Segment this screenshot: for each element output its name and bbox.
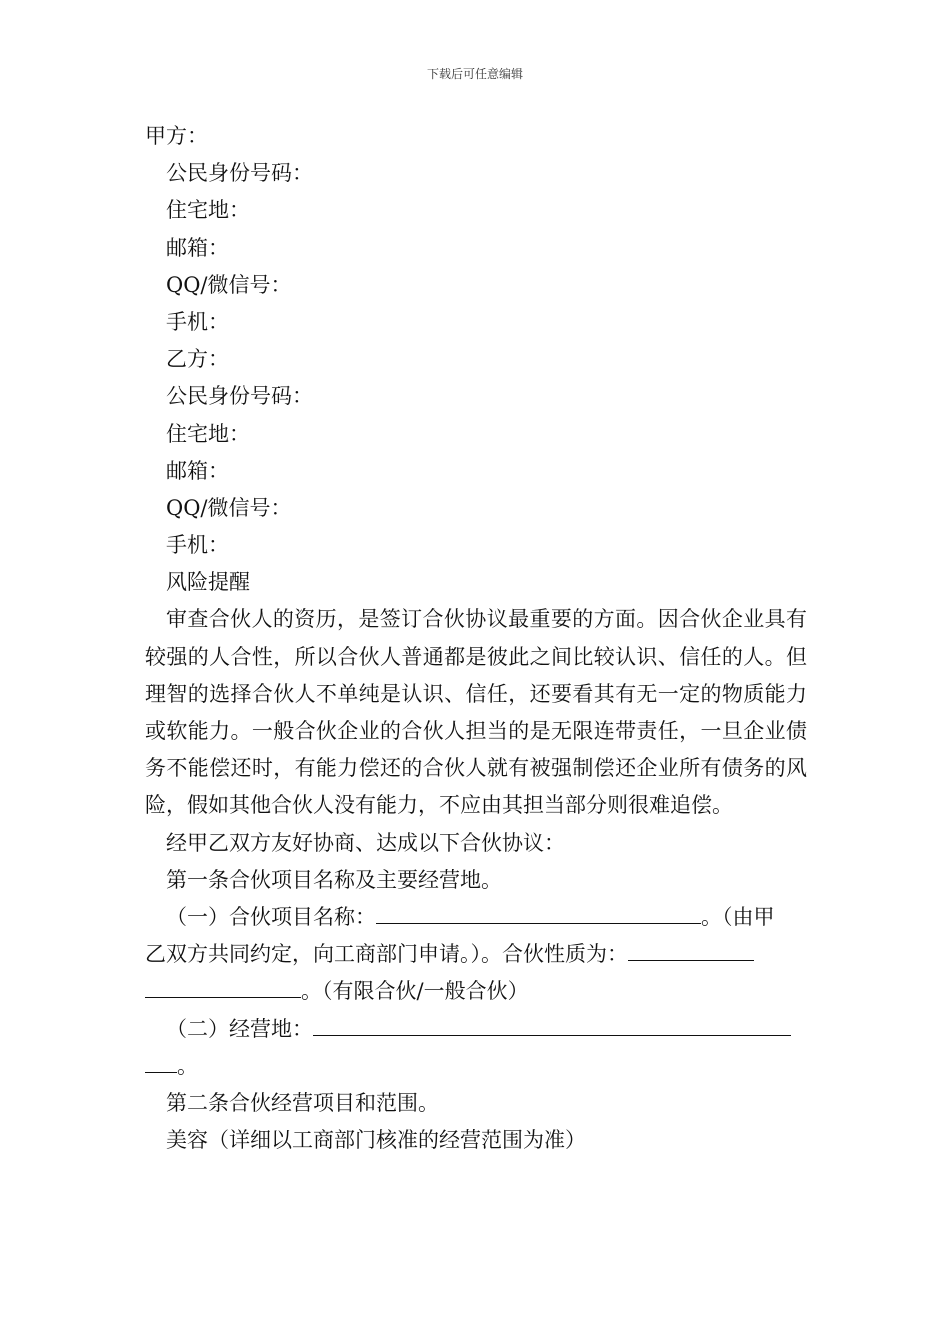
article2-title: 第二条合伙经营项目和范围。 — [166, 1090, 439, 1115]
operating-address-label: （二）经营地： — [166, 1016, 313, 1041]
article1-title: 第一条合伙项目名称及主要经营地。 — [166, 867, 502, 892]
project-name-label: （一）合伙项目名称： — [166, 905, 376, 930]
risk-body: 审查合伙人的资历，是签订合伙协议最重要的方面。因合伙企业具有较强的人合性，所以合伙人普通都是彼此之间比较认识、信任的人。但理智的选择合伙人不单纯是认识、信任，还要看其有无一定的物质能力或软能力。一般合伙企业的合伙人担当的是无限连带责任，一旦企业债务不能偿还时，有能力偿还的合伙人就有被强制偿还企业所有债务的风险，假如其他合伙人没有能力，不应由其担当部分则很难追偿。 — [145, 607, 807, 818]
operating-address-end: 。 — [177, 1053, 198, 1078]
party-b-label: 乙方： — [166, 347, 229, 372]
party-a-id-label: 公民身份号码： — [166, 161, 313, 186]
page-header: 下载后可任意编辑 — [426, 67, 523, 81]
article2-scope: 美容（详细以工商部门核准的经营范围为准） — [166, 1128, 586, 1153]
party-a-address-label: 住宅地： — [166, 198, 250, 223]
party-b-qq-label: QQ/微信号： — [166, 495, 292, 520]
partnership-type-blank-2[interactable] — [145, 975, 301, 998]
party-b-id-label: 公民身份号码： — [166, 384, 313, 409]
party-a-phone-label: 手机： — [166, 309, 229, 334]
agreement-intro: 经甲乙双方友好协商、达成以下合伙协议： — [166, 830, 565, 855]
article1-item1 — [145, 899, 807, 936]
risk-title: 风险提醒 — [166, 570, 250, 595]
party-b-email-label: 邮箱： — [166, 458, 229, 483]
party-b-phone-label: 手机： — [166, 533, 229, 558]
project-name-suffix: 。（由甲 — [701, 905, 775, 930]
partnership-type-label: 乙双方共同约定，向工商部门申请。）。合伙性质为： — [145, 942, 628, 967]
article1-item2-end-line — [145, 1048, 807, 1085]
partnership-type-blank-1[interactable] — [628, 938, 754, 961]
party-b-address-label: 住宅地： — [166, 421, 250, 446]
party-a-qq-label: QQ/微信号： — [166, 272, 292, 297]
partnership-type-note: 。（有限合伙/一般合伙） — [301, 979, 529, 1004]
operating-address-blank-1[interactable] — [313, 1013, 791, 1036]
article1-item1-cont — [145, 936, 807, 973]
project-name-blank[interactable] — [376, 901, 701, 924]
article1-item2 — [145, 1011, 807, 1048]
party-a-label: 甲方： — [145, 124, 208, 148]
article1-item1-end-line — [145, 973, 807, 1010]
operating-address-blank-2[interactable] — [145, 1050, 177, 1073]
party-a-email-label: 邮箱： — [166, 235, 229, 260]
document-body — [145, 118, 807, 1159]
